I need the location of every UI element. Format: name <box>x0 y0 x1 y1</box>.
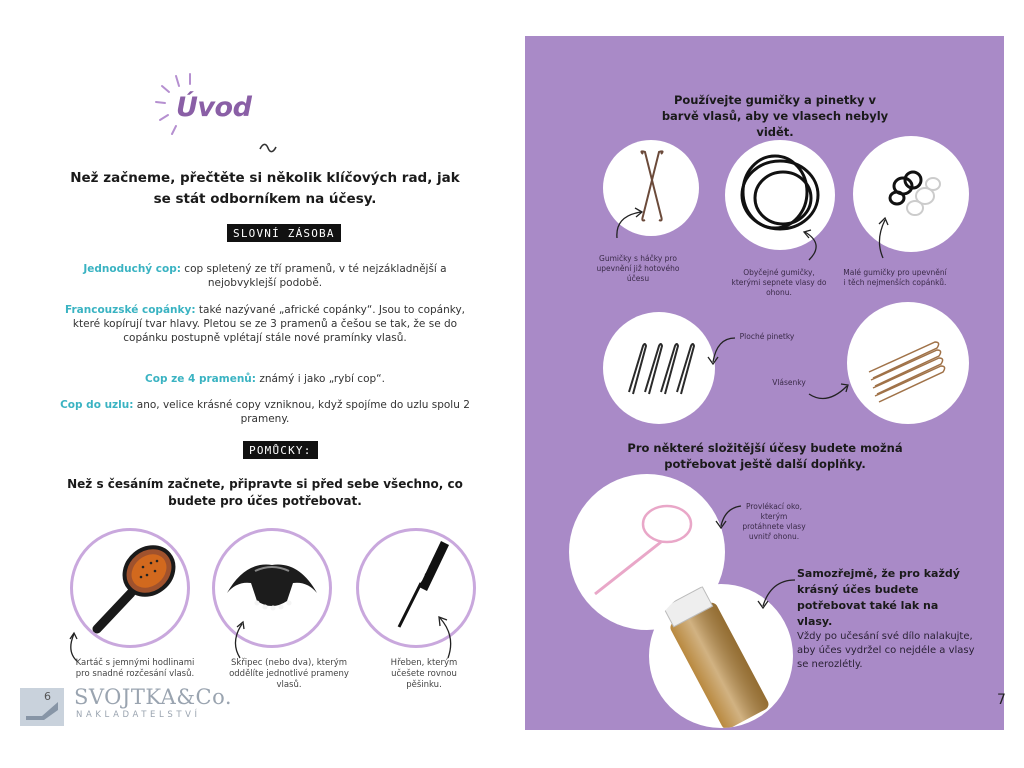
vocabulary-label: SLOVNÍ ZÁSOBA <box>227 224 341 242</box>
arrow-icon <box>699 332 739 372</box>
page-number-right: 7 <box>997 692 1006 708</box>
hook-elastics-caption: Gumičky s háčky pro upevnění již hotového účesu <box>596 254 680 283</box>
intro-text: Než začneme, přečtěte si několik klíčových rad, jak se stát odborníkem na účesy. <box>70 170 460 207</box>
arrow-icon <box>226 616 266 662</box>
hairpins-icon <box>847 302 969 424</box>
accessories-intro-text: Pro některé složitější účesy budete možná potřebovat ještě další doplňky. <box>627 441 903 471</box>
comb-caption: Hřeben, kterým učešete rovnou pěšinku. <box>390 658 458 690</box>
arrow-icon <box>711 502 745 532</box>
right-page <box>525 36 1004 730</box>
hairpins-circle <box>847 302 969 424</box>
hairspray-note <box>797 566 977 672</box>
definition-text: také nazývané „africké copánky“. Jsou to copánky, které kopírují tvar hlavy. Pletou se ze 3 pramenů a češou se tak, že se do copánku postupně vplétají stále nové pramínky vlasů. <box>72 304 465 344</box>
publisher-name: SVOJTKA&Co. <box>74 685 233 709</box>
brush-caption: Kartáč s jemnými hodlinami pro snadné rozčesání vlasů. <box>75 658 195 679</box>
loop-tool-caption: Provlékací oko, kterým protáhnete vlasy uvnitř ohonu. <box>742 502 806 541</box>
hairspray-text: Vždy po učesání své dílo nalakujte, aby účes vydržel co nejdéle a vlasy se nerozlétly. <box>797 631 975 670</box>
clip-caption: Skřipec (nebo dva), kterým oddělíte jednotlivé prameny vlasů. <box>229 658 349 690</box>
definition-term: Cop ze 4 pramenů: <box>145 373 256 385</box>
arrow-icon <box>424 606 464 662</box>
publisher-subtitle: NAKLADATELSTVÍ <box>76 710 201 720</box>
hairpins-caption: Vlásenky <box>772 378 806 387</box>
definition-french-braids <box>60 303 470 345</box>
definition-knot-braid <box>60 398 470 426</box>
arrow-icon <box>805 372 855 408</box>
definition-text: cop spletený ze tří pramenů, v té nejzákladnější a nejobvyklejší podobě. <box>184 263 447 289</box>
regular-elastics-caption: Obyčejné gumičky, kterými sepnete vlasy do ohonu. <box>731 268 827 297</box>
hairspray-title: Samozřejmě, že pro každý krásný účes budete potřebovat také lak na vlasy. <box>797 567 960 628</box>
small-elastics-caption: Malé gumičky pro upevnění i těch nejmenších copánků. <box>843 268 947 287</box>
arrow-icon <box>751 574 799 614</box>
arrow-icon <box>613 204 653 244</box>
definition-text: ano, velice krásné copy vzniknou, když spojíme do uzlu spolu 2 prameny. <box>136 399 470 425</box>
definition-term: Cop do uzlu: <box>60 399 134 411</box>
page-title: Úvod <box>176 92 252 123</box>
definition-term: Jednoduchý cop: <box>83 263 181 275</box>
definition-four-strand-braid <box>60 372 470 386</box>
tools-label: POMŮCKY: <box>243 441 318 459</box>
definition-simple-braid <box>60 262 470 290</box>
definition-text: známý i jako „rybí cop“. <box>259 373 385 385</box>
page-number-left: 6 <box>44 690 51 703</box>
definition-term: Francouzské copánky: <box>65 304 196 316</box>
arrow-icon <box>869 212 899 262</box>
elastics-intro-text: Používejte gumičky a pinetky v barvě vlasů, aby ve vlasech nebyly vidět. <box>661 93 889 139</box>
arrow-icon <box>791 226 831 266</box>
flat-pins-caption: Ploché pinetky <box>739 332 795 341</box>
tools-intro-text: Než s česáním začnete, připravte si před sebe všechno, co budete pro účes potřebovat. <box>67 477 463 508</box>
squiggle-divider-icon <box>259 143 277 153</box>
